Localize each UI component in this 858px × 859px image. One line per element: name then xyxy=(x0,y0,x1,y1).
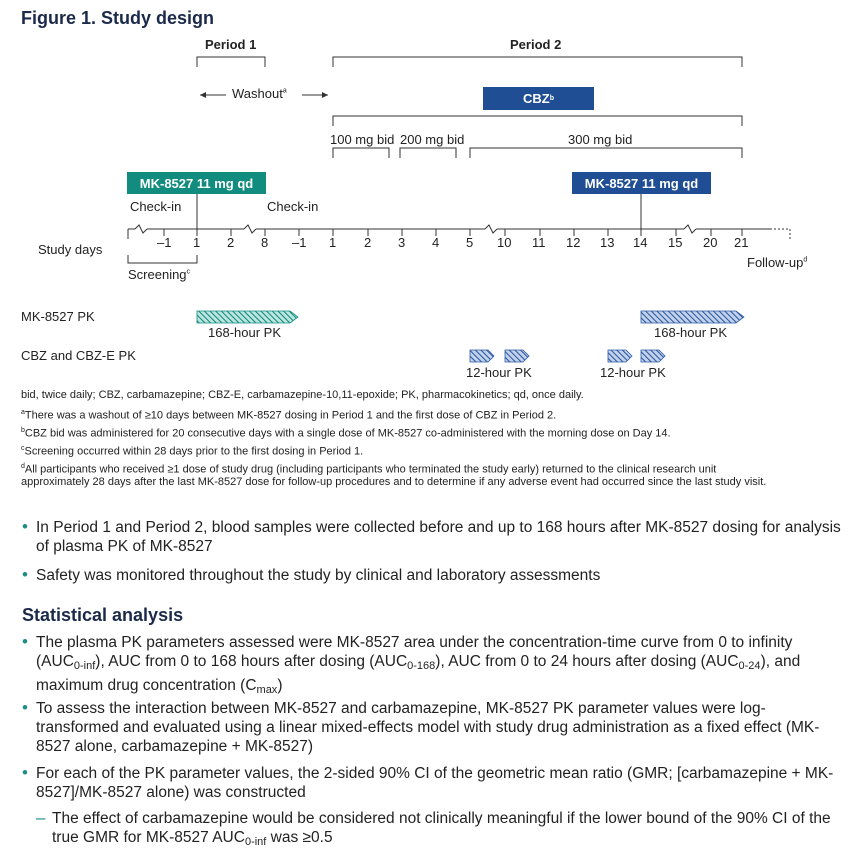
dose-label-200: 200 mg bid xyxy=(400,132,465,147)
dose-label-300: 300 mg bid xyxy=(568,132,633,147)
mk-pk-168h-arrow-period1 xyxy=(197,311,298,323)
pk-168h-label-period1: 168-hour PK xyxy=(208,325,281,340)
footnote-b: $^b$CBZ bid was administered for 20 consecutive days with a single dose of MK-8527 co-administered with the morning dose on Day 14. xyxy=(21,427,671,440)
period1-bracket xyxy=(197,57,265,67)
day-label: 11 xyxy=(532,235,546,250)
day-label: 3 xyxy=(398,235,406,250)
study-days-label: Study days xyxy=(38,242,103,257)
cbz-pk-12h-arrow-4 xyxy=(641,350,665,362)
bullet-icon: • xyxy=(22,763,28,782)
day-label: 2 xyxy=(364,235,372,250)
day-label: 2 xyxy=(227,235,235,250)
pk-12h-label-2: 12-hour PK xyxy=(600,365,666,380)
bullet-icon: • xyxy=(22,632,28,651)
mk-dose-label-period2: MK-8527 11 mg qd xyxy=(584,175,699,191)
mk-pk-168h-arrow-period2 xyxy=(641,311,744,323)
cbz-pk-12h-arrow-3 xyxy=(608,350,632,362)
cbz-bracket xyxy=(333,116,742,126)
dose-bracket-200 xyxy=(400,148,456,158)
footnote-d-continued: approximately 28 days after the last MK-8527 dose for follow-up procedures and to determine if any adverse event had occurred since the last study visit. xyxy=(21,476,767,488)
day-label: 1 xyxy=(193,235,201,250)
figure-title: Figure 1. Study design xyxy=(21,8,215,28)
cbz-pk-12h-arrow-2 xyxy=(505,350,529,362)
washout-label: Washout$^a$ xyxy=(232,86,287,101)
day-label: 12 xyxy=(566,235,581,250)
dash-icon: – xyxy=(36,808,46,827)
day-label: –1 xyxy=(292,235,307,250)
followup-label: Follow-$up^d$ xyxy=(747,255,808,270)
bullet-icon: • xyxy=(22,698,28,717)
mk-dose-label-period1: MK-8527 11 mg qd xyxy=(139,175,254,191)
bullet-icon: • xyxy=(22,565,28,584)
day-label: 4 xyxy=(432,235,440,250)
period1-label: Period 1 xyxy=(205,37,257,52)
day-label: 8 xyxy=(261,235,269,250)
footnote-abbreviations: bid, twice daily; CBZ, carbamazepine; CBZ-E, carbamazepine-10,11-epoxide; PK, pharmacokinetics; qd, once daily. xyxy=(21,389,584,401)
day-label: 5 xyxy=(466,235,474,250)
cbz-pk-row-label: CBZ and CBZ-E PK xyxy=(21,348,136,363)
period2-bracket xyxy=(333,57,742,67)
cbz-box-label: CBZ b xyxy=(523,91,554,106)
day-label: 10 xyxy=(497,235,512,250)
day-label: 1 xyxy=(329,235,337,250)
period2-label: Period 2 xyxy=(510,37,562,52)
day-label: 20 xyxy=(703,235,718,250)
pk-168h-label-period2: 168-hour PK xyxy=(654,325,727,340)
footnote-d: $^d$All participants who received ≥1 dose of study drug (including participants who terminated the study early) returned to the clinical research unit xyxy=(21,463,717,476)
study-design-diagram xyxy=(0,0,858,395)
day-label: 13 xyxy=(600,235,615,250)
day-label: 14 xyxy=(633,235,648,250)
footnote-c: $^c$Screening occurred within 28 days prior to the first dosing in Period 1. xyxy=(21,445,364,458)
section-heading: Statistical analysis xyxy=(22,605,184,625)
day-label: 21 xyxy=(734,235,749,250)
dose-bracket-300 xyxy=(470,148,742,158)
day-label: 15 xyxy=(668,235,683,250)
screening-bracket xyxy=(128,255,197,263)
dose-bracket-100 xyxy=(333,148,389,158)
bullet-icon: • xyxy=(22,517,28,536)
dose-label-100: 100 mg bid xyxy=(330,132,395,147)
cbz-pk-12h-arrow-1 xyxy=(470,350,494,362)
checkin-label-period2: Check-in xyxy=(267,199,319,214)
screening-label: Screening$^c$ xyxy=(128,267,191,282)
mk-pk-row-label: MK-8527 PK xyxy=(21,309,95,324)
pk-12h-label-1: 12-hour PK xyxy=(466,365,532,380)
footnote-a: $^a$There was a washout of ≥10 days between MK-8527 dosing in Period 1 and the first dose of CBZ in Period 2. xyxy=(21,409,557,422)
day-label: –1 xyxy=(157,235,172,250)
checkin-label-period1: Check-in xyxy=(130,199,182,214)
